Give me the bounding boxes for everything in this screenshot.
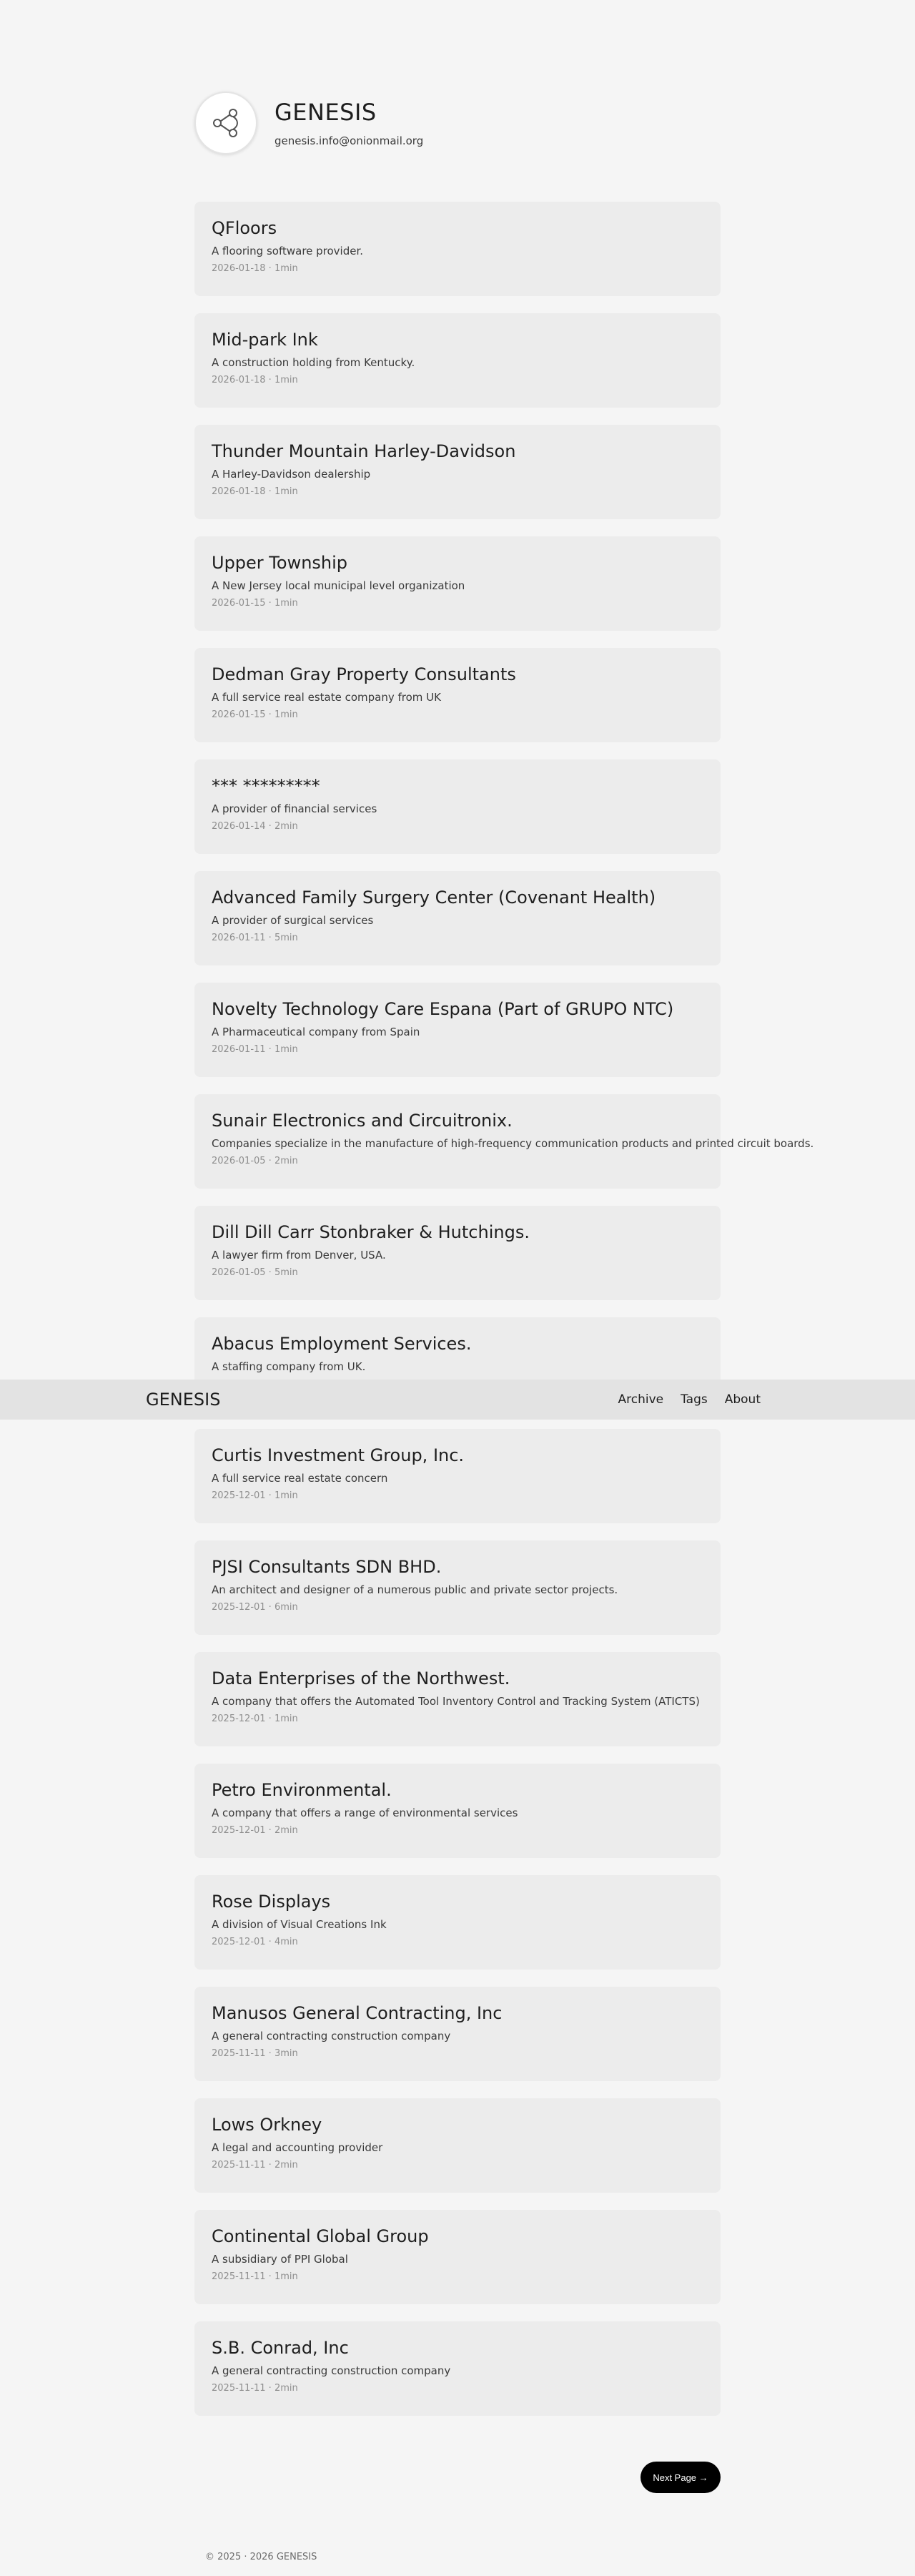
post-description: A division of Visual Creations Ink — [212, 1918, 387, 1931]
next-page-button[interactable]: Next Page → — [640, 2462, 721, 2493]
post-title[interactable]: Thunder Mountain Harley-Davidson — [212, 441, 516, 461]
post-meta: 2026-01-05 · 5min — [212, 1267, 298, 1278]
post-description: A flooring software provider. — [212, 245, 364, 257]
post-description: A legal and accounting provider — [212, 2141, 383, 2154]
post-meta: 2026-01-18 · 1min — [212, 375, 298, 385]
post-title[interactable]: S.B. Conrad, Inc — [212, 2338, 349, 2358]
avatar — [194, 92, 257, 154]
post-description: A company that offers a range of environmental services — [212, 1806, 518, 1819]
post-description: A Pharmaceutical company from Spain — [212, 1026, 420, 1038]
post-card[interactable] — [194, 1764, 721, 1858]
post-description: A provider of surgical services — [212, 914, 374, 927]
post-card[interactable] — [194, 983, 721, 1077]
post-description: A full service real estate company from UK — [212, 691, 441, 704]
post-card[interactable] — [194, 1875, 721, 1970]
post-description: A staffing company from UK. — [212, 1360, 366, 1373]
share-nodes-icon — [207, 104, 244, 142]
post-meta: 2026-01-05 · 2min — [212, 1156, 298, 1166]
post-card[interactable] — [194, 2321, 721, 2416]
post-meta: 2025-12-01 · 2min — [212, 1825, 298, 1836]
post-title[interactable]: Continental Global Group — [212, 2226, 429, 2246]
post-card[interactable] — [194, 202, 721, 296]
post-card[interactable] — [194, 871, 721, 965]
post-description: A company that offers the Automated Tool Inventory Control and Tracking System (ATICTS) — [212, 1695, 700, 1708]
post-title[interactable]: Data Enterprises of the Northwest. — [212, 1668, 510, 1688]
post-meta: 2026-01-15 · 1min — [212, 709, 298, 720]
post-meta: 2026-01-14 · 2min — [212, 821, 298, 832]
post-meta: 2026-01-18 · 1min — [212, 263, 298, 274]
post-title[interactable]: Abacus Employment Services. — [212, 1334, 472, 1354]
post-title[interactable]: Sunair Electronics and Circuitronix. — [212, 1111, 513, 1131]
nav-item-about[interactable]: About — [724, 1392, 761, 1407]
post-title[interactable]: Curtis Investment Group, Inc. — [212, 1445, 465, 1465]
post-meta: 2025-12-01 · 1min — [212, 1490, 298, 1501]
post-card[interactable] — [194, 425, 721, 519]
post-card[interactable] — [194, 1652, 721, 1746]
post-card[interactable] — [194, 1094, 814, 1189]
post-description: A general contracting construction company — [212, 2364, 451, 2377]
post-description: A provider of financial services — [212, 802, 377, 815]
post-description: Companies specialize in the manufacture of high-frequency communication products and printed circuit boards. — [212, 1137, 814, 1150]
post-title[interactable]: Manusos General Contracting, Inc — [212, 2003, 503, 2023]
post-title[interactable]: QFloors — [212, 218, 277, 238]
post-description: A New Jersey local municipal level organization — [212, 579, 465, 592]
profile-text — [274, 99, 423, 147]
post-meta: 2025-12-01 · 1min — [212, 1714, 298, 1724]
post-meta: 2025-11-11 · 2min — [212, 2383, 298, 2394]
post-card[interactable] — [194, 1540, 721, 1635]
post-meta: 2025-11-11 · 1min — [212, 2271, 298, 2282]
footer-copyright: © 2025 · 2026 GENESIS — [205, 2552, 317, 2562]
post-meta: 2026-01-11 · 5min — [212, 933, 298, 943]
nav-brand-link[interactable]: GENESIS — [146, 1390, 221, 1410]
post-title[interactable]: Upper Township — [212, 553, 348, 573]
post-meta: 2025-11-11 · 2min — [212, 2160, 298, 2171]
post-card[interactable] — [194, 536, 721, 631]
post-title[interactable]: Lows Orkney — [212, 2115, 322, 2135]
post-meta: 2026-01-15 · 1min — [212, 598, 298, 609]
post-card[interactable] — [194, 1987, 721, 2081]
nav-item-archive[interactable]: Archive — [618, 1392, 664, 1407]
post-title[interactable]: Advanced Family Surgery Center (Covenant Health) — [212, 888, 656, 908]
post-title[interactable]: Dedman Gray Property Consultants — [212, 664, 516, 684]
post-description: A construction holding from Kentucky. — [212, 356, 415, 369]
post-card[interactable] — [194, 648, 721, 742]
post-title[interactable]: Dill Dill Carr Stonbraker & Hutchings. — [212, 1222, 530, 1242]
nav-item-tags[interactable]: Tags — [681, 1392, 708, 1407]
post-description: An architect and designer of a numerous public and private sector projects. — [212, 1583, 618, 1596]
post-title[interactable]: Mid-park Ink — [212, 330, 318, 350]
top-navigation-bar — [0, 1380, 915, 1420]
post-description: A Harley-Davidson dealership — [212, 468, 371, 481]
profile-email: genesis.info@onionmail.org — [274, 134, 424, 147]
post-card[interactable] — [194, 313, 721, 408]
post-card[interactable] — [194, 1429, 721, 1523]
profile-header — [194, 92, 423, 154]
post-description: A general contracting construction company — [212, 2030, 451, 2042]
post-title[interactable]: PJSI Consultants SDN BHD. — [212, 1557, 442, 1577]
post-meta: 2025-12-01 · 6min — [212, 1602, 298, 1613]
post-meta: 2025-12-01 · 4min — [212, 1937, 298, 1947]
post-title[interactable]: Rose Displays — [212, 1892, 331, 1912]
post-meta: 2026-01-11 · 1min — [212, 1044, 298, 1055]
post-title[interactable]: *** ********* — [212, 776, 320, 796]
post-title[interactable]: Novelty Technology Care Espana (Part of GRUPO NTC) — [212, 999, 674, 1019]
nav-menu — [600, 1392, 761, 1407]
post-card[interactable] — [194, 2210, 721, 2304]
post-title[interactable]: Petro Environmental. — [212, 1780, 392, 1800]
post-card[interactable] — [194, 759, 721, 854]
post-description: A full service real estate concern — [212, 1472, 388, 1485]
post-meta: 2026-01-18 · 1min — [212, 486, 298, 497]
post-card[interactable] — [194, 2098, 721, 2193]
post-card[interactable] — [194, 1206, 721, 1300]
profile-name: GENESIS — [274, 99, 377, 126]
post-description: A lawyer firm from Denver, USA. — [212, 1249, 386, 1262]
post-description: A subsidiary of PPI Global — [212, 2253, 348, 2266]
post-meta: 2025-11-11 · 3min — [212, 2048, 298, 2059]
